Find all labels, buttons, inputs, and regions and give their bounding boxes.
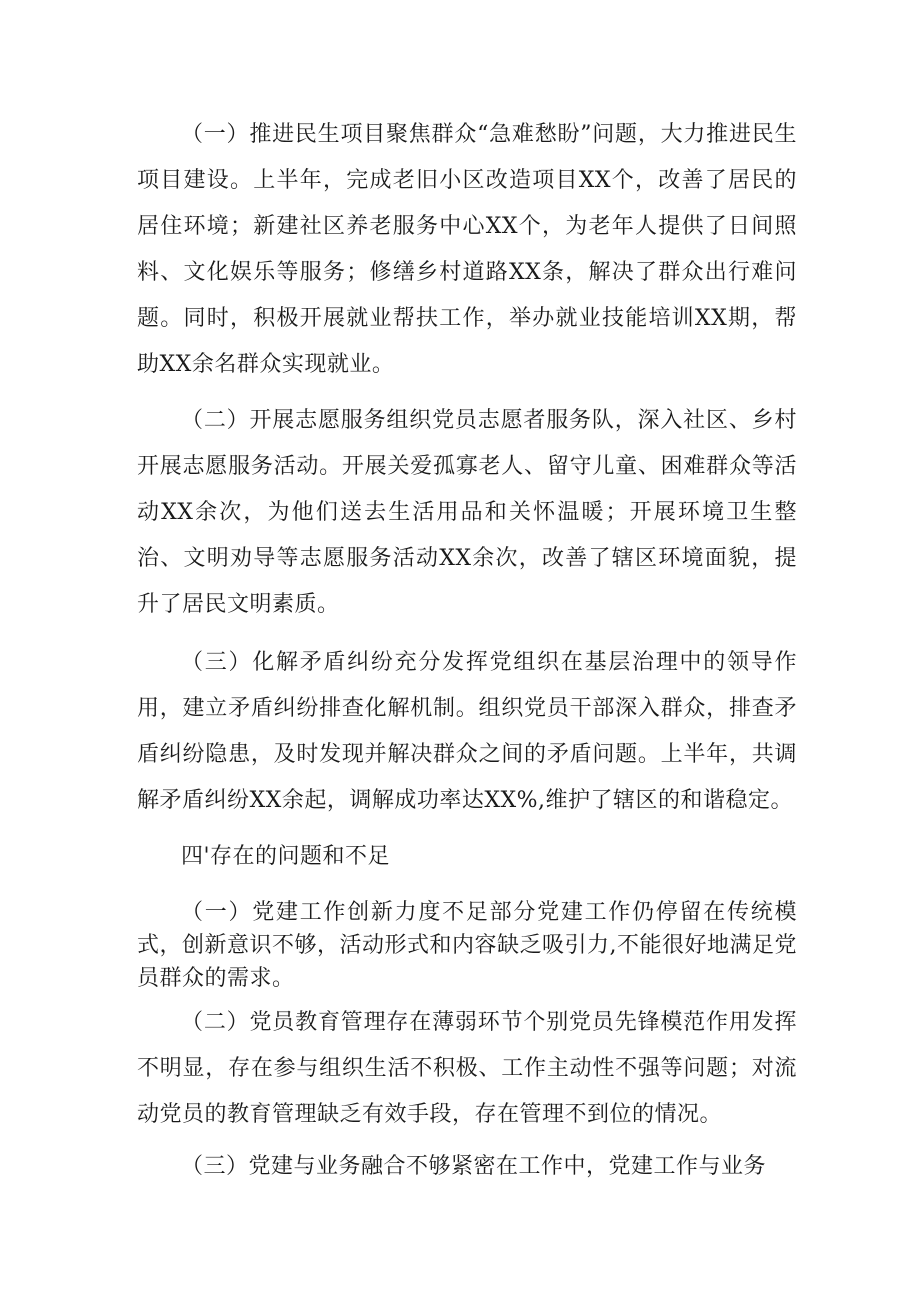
paragraph-business-integration: （三）党建与业务融合不够紧密在工作中，党建工作与业务 xyxy=(181,1154,767,1179)
paragraph-member-education: （二）党员教育管理存在薄弱环节个别党员先锋模范作用发挥不明显，存在参与组织生活不积极、工作主动性不强等问题；对流动党员的教育管理缺乏有效手段，存在管理不到位的情况。 xyxy=(137,1010,797,1127)
paragraph-dispute-resolution: （三）化解矛盾纠纷充分发挥党组织在基层治理中的领导作用，建立矛盾纠纷排查化解机制。组织党员干部深入群众，排查矛盾纠纷隐患，及时发现并解决群众之间的矛盾问题。上半年，共调解矛盾纠纷XX余起，调解成功率达XX%,维护了辖区的和谐稳定。 xyxy=(137,650,797,813)
section-heading-problems: 四'存在的问题和不足 xyxy=(181,844,391,869)
paragraph-innovation-insufficient: （一）党建工作创新力度不足部分党建工作仍停留在传统模式，创新意识不够，活动形式和内容缺乏吸引力,不能很好地满足党员群众的需求。 xyxy=(137,900,797,991)
paragraph-volunteer-service: （二）开展志愿服务组织党员志愿者服务队，深入社区、乡村开展志愿服务活动。开展关爱孤寡老人、留守儿童、困难群众等活动XX余次，为他们送去生活用品和关怀温暖；开展环境卫生整治、文明劝导等志愿服务活动XX余次，改善了辖区环境面貌，提升了居民文明素质。 xyxy=(137,408,797,617)
paragraph-livelihood-projects: （一）推进民生项目聚焦群众“急难愁盼”问题，大力推进民生项目建设。上半年，完成老旧小区改造项目XX个，改善了居民的居住环境；新建社区养老服务中心XX个，为老年人提供了日间照料、文化娱乐等服务；修缮乡村道路XX条，解决了群众出行难问题。同时，积极开展就业帮扶工作，举办就业技能培训XX期，帮助XX余名群众实现就业。 xyxy=(137,122,797,377)
